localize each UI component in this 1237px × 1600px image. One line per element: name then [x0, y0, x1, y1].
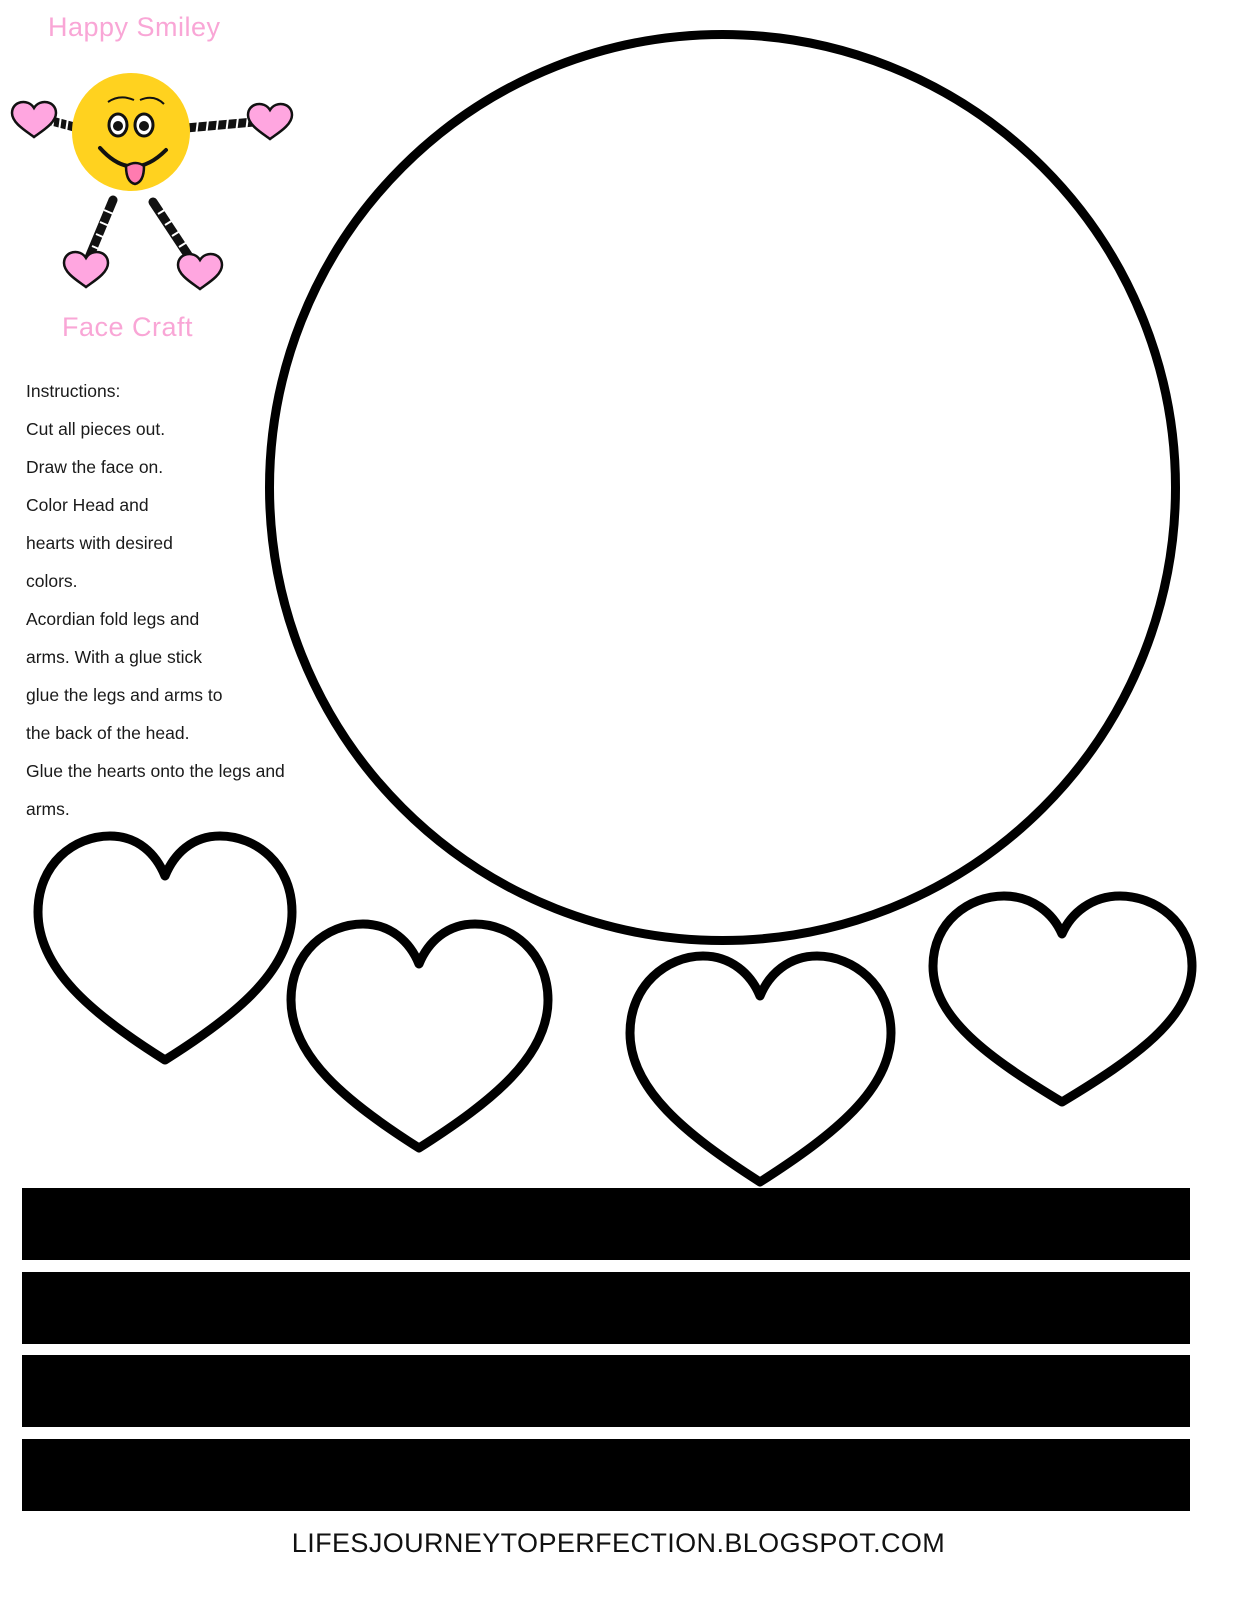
head-circle-cutout [265, 30, 1180, 945]
instructions-heading: Instructions: [26, 381, 121, 401]
instruction-line: arms. With a glue stick [26, 647, 203, 667]
smiley-face-mascot-icon [8, 60, 298, 305]
instruction-line: Draw the face on. [26, 457, 164, 477]
heart-cutout-4 [925, 888, 1200, 1110]
limb-strip-1 [22, 1188, 1190, 1260]
instruction-line: hearts with desired [26, 533, 173, 553]
instruction-line: Color Head and [26, 495, 149, 515]
limb-strip-2 [22, 1272, 1190, 1344]
instruction-line: Cut all pieces out. [26, 419, 166, 439]
footer-url: LIFESJOURNEYTOPERFECTION.BLOGSPOT.COM [291, 1528, 946, 1558]
instruction-line: Glue the hearts onto the legs and [26, 761, 285, 781]
instruction-line: colors. [26, 571, 78, 591]
limb-strip-3 [22, 1355, 1190, 1427]
heart-cutout-1 [30, 828, 300, 1068]
page-title-line-1: Happy Smiley [48, 12, 221, 42]
instruction-line: glue the legs and arms to [26, 685, 223, 705]
instruction-line: arms. [26, 799, 70, 819]
heart-cutout-3 [622, 948, 899, 1190]
instruction-line: Acordian fold legs and [26, 609, 200, 629]
heart-cutout-2 [283, 916, 556, 1156]
limb-strip-4 [22, 1439, 1190, 1511]
page-title-line-2: Face Craft [62, 312, 194, 342]
instruction-line: the back of the head. [26, 723, 190, 743]
